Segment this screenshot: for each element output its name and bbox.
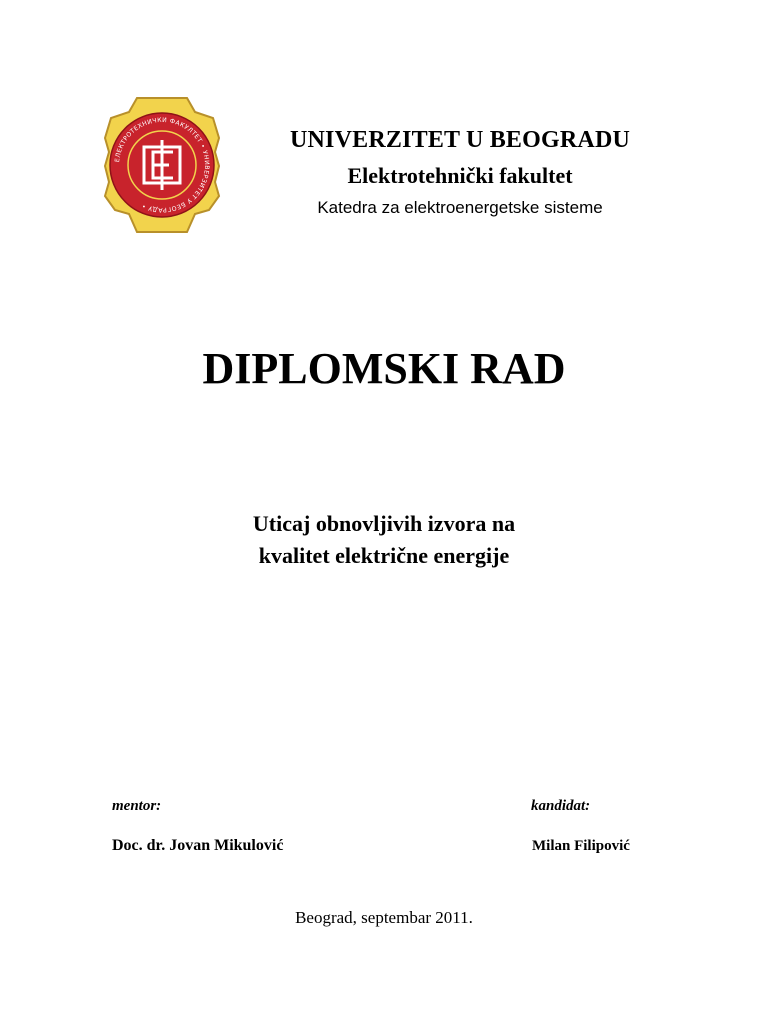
mentor-name: Doc. dr. Jovan Mikulović <box>112 837 284 854</box>
mentor-label: mentor: <box>112 798 162 814</box>
faculty-seal-logo <box>103 92 221 238</box>
svg-text:ЕЛЕКТРОТЕХНИЧКИ ФАКУЛТЕТ • УНИ: ЕЛЕКТРОТЕХНИЧКИ ФАКУЛТЕТ • УНИВЕРЗИТЕТ У БЕОГРАДУ • <box>114 116 211 214</box>
university-name: UNIVERZITET U BEOGRADU <box>289 127 631 153</box>
subtitle-line: kvalitet električne energije <box>258 543 510 568</box>
thesis-subtitle <box>184 508 584 572</box>
faculty-name: Elektrotehnički fakultet <box>347 163 573 188</box>
place-and-date: Beograd, septembar 2011. <box>295 908 473 927</box>
document-title: DIPLOMSKI RAD <box>202 344 566 393</box>
subtitle-line: Uticaj obnovljivih izvora na <box>252 511 516 536</box>
department-name: Katedra za elektroenergetske sisteme <box>317 198 603 217</box>
candidate-label: kandidat: <box>531 798 591 814</box>
candidate-name: Milan Filipović <box>532 838 630 854</box>
